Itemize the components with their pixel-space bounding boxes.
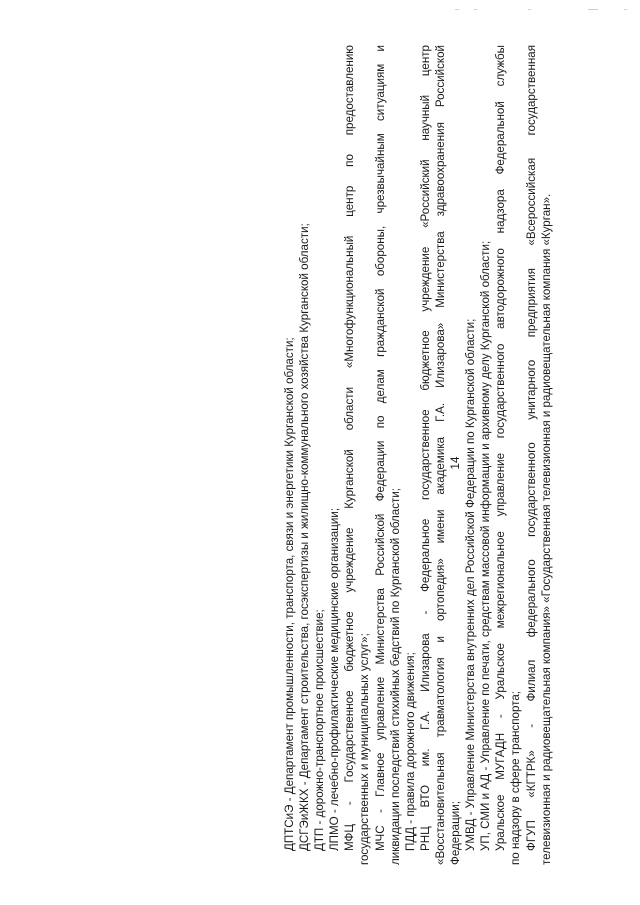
abbreviation-line: РНЦ ВТО им. Г.А. Илизарова - Федеральное государственное бюджетное учреждение «Российский научный центр — [418, 45, 432, 851]
abbreviation-line-continued: телевизионная и радиовещательная компания» «Государственная телевизионная и радиовещательная компания «Курган». — [539, 193, 553, 865]
scan-artifact — [588, 9, 598, 10]
abbreviation-line: ФГУП «КГТРК» - Филиал федерального государственного унитарного предприятия «Всероссийская государственная — [524, 45, 538, 851]
abbreviation-line: Уральское МУГАДН - Уральское межрегиональное управление государственного автодорожного надзора Федеральной службы — [494, 45, 508, 851]
abbreviation-line: МЧС - Главное управление Министерства Российской Федерации по делам гражданской обороны, чрезвычайным ситуациям и — [373, 45, 387, 851]
scan-artifact — [528, 9, 531, 10]
abbreviation-line: МФЦ - Государственное бюджетное учреждение Курганской области «Многофункциональный центр по предоставлению — [343, 45, 357, 851]
abbreviation-line-continued: по надзору в сфере транспорта; — [509, 691, 523, 865]
abbreviation-line: ДПТСиЭ - Департамент промышленности, транспорта, связи и энергетики Курганской области; — [283, 337, 296, 851]
scan-artifact — [624, 9, 627, 10]
abbreviation-line: УП, СМИ и АД - Управление по печати, средствам массовой информации и архивному делу Курганской области; — [479, 240, 493, 851]
scan-artifact — [455, 9, 459, 10]
abbreviation-line-continued: ликвидации последствий стихийных бедствий по Курганской области; — [388, 487, 402, 865]
abbreviation-line-continued: государственных и муниципальных услуг»; — [358, 633, 372, 865]
scan-artifact — [474, 9, 477, 10]
abbreviation-line: ЛПМО - лечебно-профилактические медицинские организации; — [328, 507, 342, 851]
abbreviation-line: ДСГЭиЖКХ - Департамент строительства, госэкспертизы и жилищно-коммунального хозяйства Курганской области; — [298, 223, 312, 851]
abbreviation-line: УМВД - Управление Министерства внутренних дел Российской Федерации по Курганской области; — [464, 318, 478, 851]
abbreviation-line-continued: Федерации; — [449, 801, 463, 865]
abbreviation-line: ДТП - дорожно-транспортное происшествие; — [313, 609, 327, 851]
page-number: 14 — [449, 456, 462, 470]
abbreviations-list — [282, 45, 558, 865]
abbreviation-line-continued: «Восстановительная травматология и ортопедия» имени академика Г.А. Илизарова» Министерства здравоохранения Российской — [433, 45, 447, 865]
abbreviation-line: ПДД - правила дорожного движения; — [403, 652, 417, 851]
